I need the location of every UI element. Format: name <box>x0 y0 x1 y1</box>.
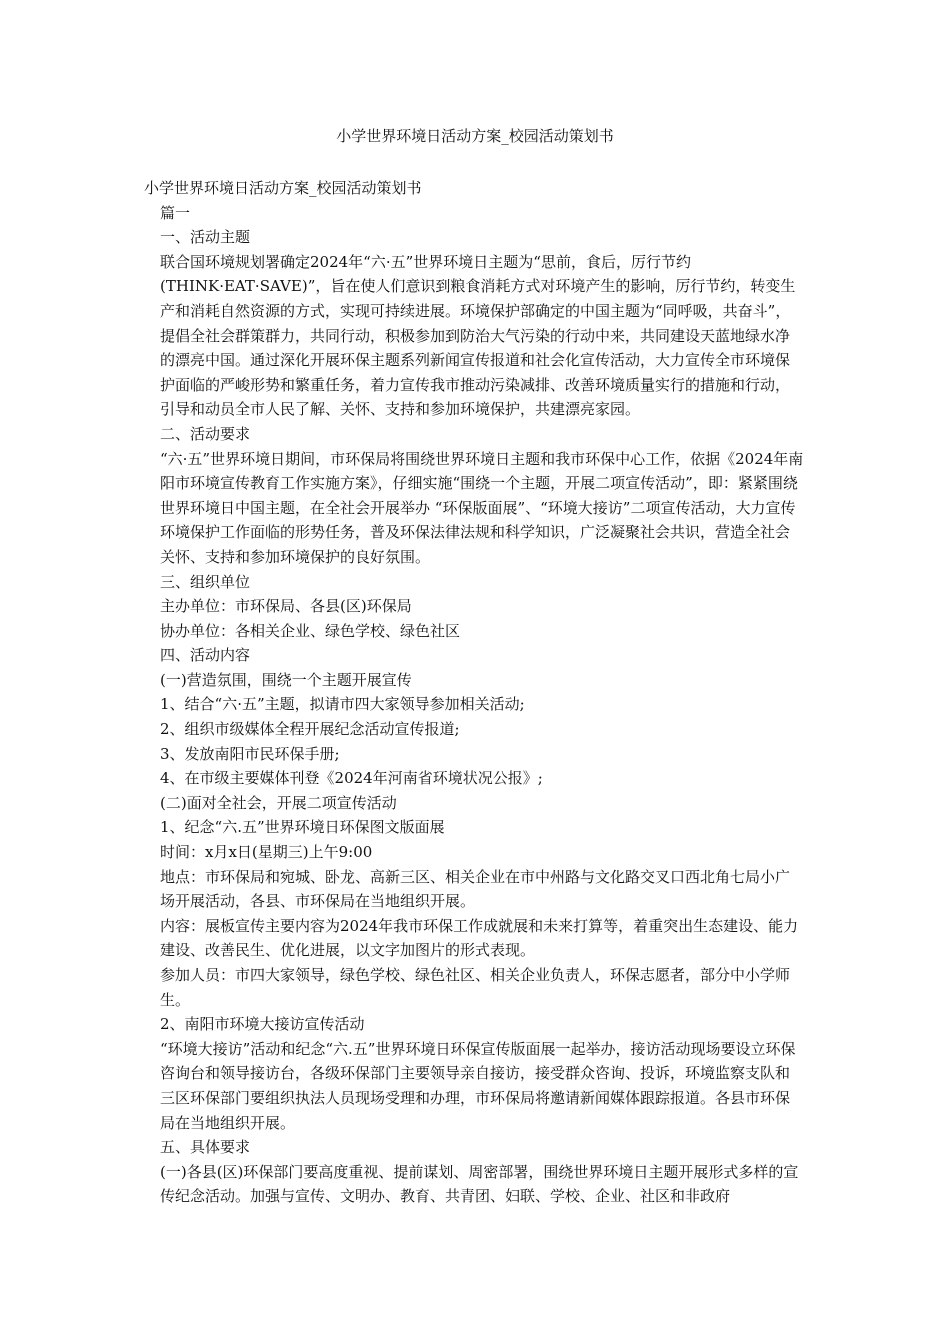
activity-participants: 参加人员：市四大家领导，绿色学校、绿色社区、相关企业负责人，环保志愿者，部分中小学师生。 <box>160 966 791 1009</box>
activity-two-paragraph: “环境大接访”活动和纪念“六.五”世界环境日环保宣传版面展一起举办，接访活动现场要设立环保咨询台和领导接访台，各级环保部门主要领导亲自接访，接受群众咨询、投诉，环境监察支队和三区环保部门要组织执法人员现场受理和办理，市环保局将邀请新闻媒体跟踪报道。各县市环保局在当地组织开展。 <box>160 1039 796 1132</box>
document-body <box>144 176 804 1209</box>
list-item: 3、发放南阳市民环保手册; <box>160 744 340 763</box>
list-item: 2、组织市级媒体全程开展纪念活动宣传报道; <box>160 720 460 739</box>
activity-content: 内容：展板宣传主要内容为2024年我市环保工作成就展和未来打算等，着重突出生态建设、能力建设、改善民生、优化进展，以文字加图片的形式表现。 <box>160 916 799 960</box>
list-item: 4、在市级主要媒体刊登《2024年河南省环境状况公报》; <box>160 769 543 788</box>
subsection-heading-society: (二)面对全社会，开展二项宣传活动 <box>160 793 397 812</box>
requirements-paragraph: “六·五”世界环境日期间，市环保局将围绕世界环境日主题和我市环保中心工作，依据《2024年南阳市环境宣传教育工作实施方案》，仔细实施“围绕一个主题，开展二项宣传活动”，即：紧紧围绕世界环境日中国主题，在全社会开展举办 “环保版面展”、“环境大接访”二项宣传活动，大力宣传环境保护工作面临的形势任务，普及环保法律法规和科学知识，广泛凝聚社会共识，营造全社会关怀、支持和参加环境保护的良好氛围。 <box>160 449 804 566</box>
section-heading-organizers: 三、组织单位 <box>160 572 251 591</box>
section-heading-theme: 一、活动主题 <box>160 228 251 247</box>
section-heading-specific: 五、具体要求 <box>160 1138 251 1157</box>
theme-paragraph: 联合国环境规划署确定2024年“六·五”世界环境日主题为“思前，食后，厉行节约(THINK·EAT·SAVE)”，旨在使人们意识到粮食消耗方式对环境产生的影响，厉行节约，转变生产和消耗自然资源的方式，实现可持续进展。环境保护部确定的中国主题为“同呼吸，共奋斗”，提倡全社会群策群力，共同行动，积极参加到防治大气污染的行动中来，共同建设天蓝地绿水净的漂亮中国。通过深化开展环保主题系列新闻宣传报道和社会化宣传活动，大力宣传全市环境保护面临的严峻形势和繁重任务，着力宣传我市推动污染减排、改善环境质量实行的措施和行动，引导和动员全市人民了解、关怀、支持和参加环境保护，共建漂亮家园。 <box>160 252 796 419</box>
activity-time: 时间：x月x日(星期三)上午9:00 <box>160 843 373 862</box>
activity-two-title: 2、南阳市环境大接访宣传活动 <box>160 1015 365 1034</box>
host-organizer-line: 主办单位：市环保局、各县(区)环保局 <box>160 597 412 616</box>
activity-place: 地点：市环保局和宛城、卧龙、高新三区、相关企业在市中州路与文化路交叉口西北角七局小广场开展活动，各县、市环保局在当地组织开展。 <box>160 867 791 911</box>
co-organizer-line: 协办单位：各相关企业、绿色学校、绿色社区 <box>160 621 461 640</box>
specific-paragraph: (一)各县(区)环保部门要高度重视、提前谋划、周密部署，围绕世界环境日主题开展形式多样的宣传纪念活动。加强与宣传、文明办、教育、共青团、妇联、学校、企业、社区和非政府 <box>160 1162 799 1206</box>
document-subtitle: 小学世界环境日活动方案_校园活动策划书 <box>144 179 422 197</box>
page-title: 小学世界环境日活动方案_校园活动策划书 <box>336 127 614 145</box>
list-item: 1、结合“六·五”主题，拟请市四大家领导参加相关活动; <box>160 695 525 714</box>
subsection-heading-atmosphere: (一)营造氛围，围绕一个主题开展宣传 <box>160 670 412 689</box>
section-heading-content: 四、活动内容 <box>160 646 251 665</box>
part-label: 篇一 <box>160 203 191 222</box>
activity-one-title: 1、纪念“六.五”世界环境日环保图文版面展 <box>160 818 445 837</box>
section-heading-requirements: 二、活动要求 <box>160 424 251 443</box>
